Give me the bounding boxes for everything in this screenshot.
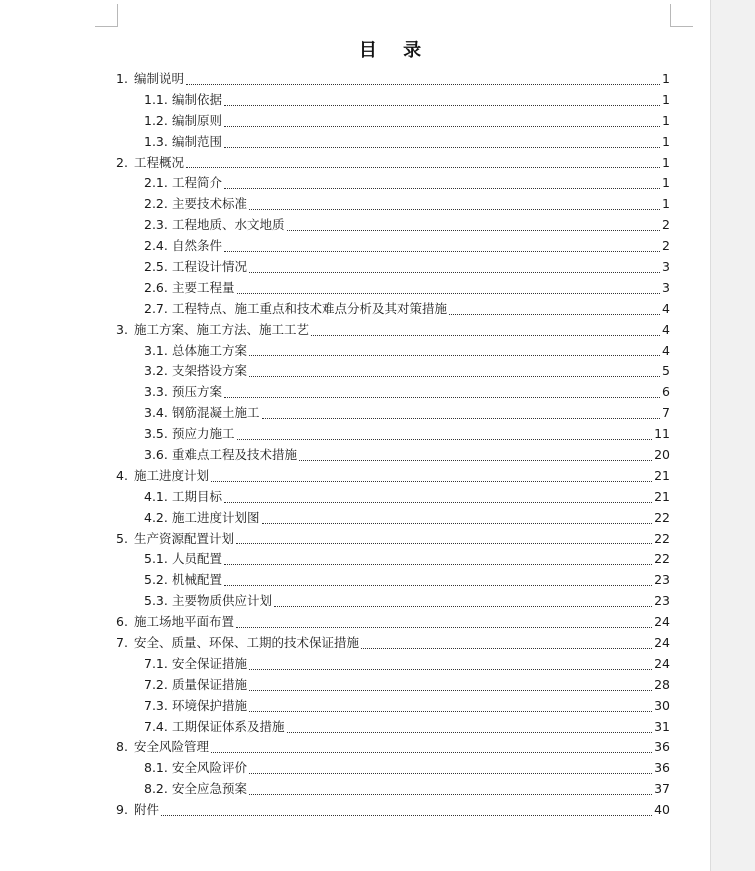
toc-entry-number: 3.2.: [144, 363, 168, 379]
toc-entry-subsection[interactable]: [116, 278, 670, 299]
toc-entry-page: 11: [654, 426, 670, 442]
toc-entry-number: 1.3.: [144, 133, 168, 149]
toc-entry-subsection[interactable]: [116, 487, 670, 508]
table-of-contents: [116, 69, 670, 821]
toc-dot-leader: [249, 271, 660, 273]
toc-dot-leader: [249, 689, 652, 691]
toc-entry-page: 1: [662, 112, 670, 128]
toc-entry-title: 编制依据: [172, 91, 223, 107]
toc-entry-subsection[interactable]: [116, 215, 670, 236]
toc-entry-title: 主要工程量: [172, 279, 235, 295]
toc-entry-page: 1: [662, 196, 670, 212]
toc-dot-leader: [311, 334, 660, 336]
toc-entry-number: 5.3.: [144, 593, 168, 609]
toc-entry-number: 2.1.: [144, 175, 168, 191]
toc-entry-section[interactable]: [116, 633, 670, 654]
toc-entry-page: 4: [662, 300, 670, 316]
toc-entry-subsection[interactable]: [116, 779, 670, 800]
toc-entry-number: 1.1.: [144, 91, 168, 107]
toc-entry-title: 工程特点、施工重点和技术难点分析及其对策措施: [172, 300, 448, 316]
toc-entry-number: 4.: [116, 467, 128, 483]
toc-dot-leader: [274, 605, 652, 607]
toc-entry-number: 3.5.: [144, 426, 168, 442]
toc-dot-leader: [224, 146, 660, 148]
toc-entry-page: 24: [654, 655, 670, 671]
toc-entry-page: 21: [654, 488, 670, 504]
toc-entry-subsection[interactable]: [116, 403, 670, 424]
toc-entry-page: 36: [654, 760, 670, 776]
toc-entry-number: 3.6.: [144, 447, 168, 463]
toc-entry-number: 5.: [116, 530, 128, 546]
toc-entry-title: 主要物质供应计划: [172, 593, 273, 609]
toc-entry-page: 1: [662, 133, 670, 149]
toc-entry-number: 7.: [116, 635, 128, 651]
toc-entry-section[interactable]: [116, 69, 670, 90]
toc-entry-page: 1: [662, 70, 670, 86]
toc-entry-title: 工程简介: [172, 175, 223, 191]
toc-entry-page: 1: [662, 175, 670, 191]
toc-dot-leader: [224, 125, 660, 127]
toc-entry-title: 安全保证措施: [172, 655, 248, 671]
toc-entry-page: 40: [654, 802, 670, 818]
toc-dot-leader: [287, 229, 660, 231]
toc-entry-subsection[interactable]: [116, 382, 670, 403]
toc-dot-leader: [211, 480, 652, 482]
toc-entry-subsection[interactable]: [116, 549, 670, 570]
toc-entry-page: 31: [654, 718, 670, 734]
toc-entry-title: 环境保护措施: [172, 697, 248, 713]
toc-entry-subsection[interactable]: [116, 654, 670, 675]
toc-entry-number: 2.3.: [144, 217, 168, 233]
toc-entry-section[interactable]: [116, 466, 670, 487]
toc-dot-leader: [236, 626, 652, 628]
toc-entry-subsection[interactable]: [116, 445, 670, 466]
toc-dot-leader: [237, 438, 653, 440]
toc-entry-title: 工程设计情况: [172, 259, 248, 274]
toc-entry-number: 8.: [116, 739, 128, 755]
toc-entry-page: 23: [654, 593, 670, 609]
toc-entry-title: 安全风险管理: [134, 739, 210, 755]
toc-dot-leader: [224, 187, 660, 189]
toc-entry-number: 2.4.: [144, 238, 168, 254]
toc-entry-subsection[interactable]: [116, 361, 670, 382]
toc-entry-page: 7: [662, 405, 670, 421]
toc-entry-title: 施工进度计划: [134, 467, 210, 483]
toc-entry-subsection[interactable]: [116, 132, 670, 153]
toc-entry-title: 安全应急预案: [172, 781, 248, 797]
toc-entry-subsection[interactable]: [116, 696, 670, 717]
toc-entry-number: 8.2.: [144, 781, 168, 797]
toc-entry-number: 2.2.: [144, 196, 168, 212]
toc-dot-leader: [224, 396, 660, 398]
toc-entry-subsection[interactable]: [116, 111, 670, 132]
toc-dot-leader: [224, 501, 652, 503]
toc-entry-subsection[interactable]: [116, 194, 670, 215]
toc-entry-title: 施工场地平面布置: [134, 614, 235, 630]
toc-entry-page: 23: [654, 572, 670, 588]
toc-entry-title: 支架搭设方案: [172, 363, 248, 379]
toc-dot-leader: [449, 313, 660, 315]
toc-entry-page: 24: [654, 635, 670, 651]
toc-entry-title: 工程概况: [134, 154, 185, 170]
toc-entry-title: 质量保证措施: [172, 676, 248, 692]
toc-entry-title: 预应力施工: [172, 426, 235, 442]
margin-corner-top-right: [670, 4, 693, 27]
toc-dot-leader: [249, 793, 652, 795]
toc-entry-page: 22: [654, 551, 670, 567]
toc-dot-leader: [237, 292, 660, 294]
toc-entry-number: 5.1.: [144, 551, 168, 567]
toc-dot-leader: [262, 522, 653, 524]
toc-entry-subsection[interactable]: [116, 758, 670, 779]
toc-dot-leader: [262, 417, 660, 419]
toc-entry-page: 1: [662, 154, 670, 170]
toc-entry-title: 自然条件: [172, 238, 223, 254]
toc-entry-page: 30: [654, 697, 670, 713]
toc-entry-page: 36: [654, 739, 670, 755]
toc-dot-leader: [224, 563, 652, 565]
toc-entry-subsection[interactable]: [116, 341, 670, 362]
toc-dot-leader: [249, 208, 660, 210]
toc-entry-number: 3.1.: [144, 342, 168, 358]
toc-entry-subsection[interactable]: [116, 257, 670, 278]
toc-entry-title: 预压方案: [172, 384, 223, 400]
toc-entry-subsection[interactable]: [116, 591, 670, 612]
toc-entry-page: 21: [654, 467, 670, 483]
toc-entry-page: 3: [662, 259, 670, 274]
toc-dot-leader: [249, 375, 660, 377]
toc-entry-title: 生产资源配置计划: [134, 530, 235, 546]
toc-entry-title: 编制说明: [134, 70, 185, 86]
toc-entry-number: 2.7.: [144, 300, 168, 316]
toc-entry-section[interactable]: [116, 153, 670, 174]
toc-entry-subsection[interactable]: [116, 508, 670, 529]
toc-entry-title: 总体施工方案: [172, 342, 248, 358]
toc-entry-number: 2.6.: [144, 279, 168, 295]
toc-entry-subsection[interactable]: [116, 90, 670, 111]
toc-entry-page: 28: [654, 676, 670, 692]
toc-entry-number: 2.5.: [144, 259, 168, 274]
toc-entry-title: 工程地质、水文地质: [172, 217, 285, 233]
toc-entry-title: 主要技术标准: [172, 196, 248, 212]
toc-entry-subsection[interactable]: [116, 675, 670, 696]
toc-entry-subsection[interactable]: [116, 236, 670, 257]
toc-entry-number: 3.3.: [144, 384, 168, 400]
toc-entry-section[interactable]: [116, 800, 670, 821]
toc-entry-title: 附件: [134, 802, 160, 818]
toc-entry-number: 9.: [116, 802, 128, 818]
toc-entry-page: 3: [662, 279, 670, 295]
toc-entry-subsection[interactable]: [116, 717, 670, 738]
toc-entry-title: 施工方案、施工方法、施工工艺: [134, 321, 310, 337]
toc-dot-leader: [224, 250, 660, 252]
toc-entry-title: 重难点工程及技术措施: [172, 447, 298, 463]
window-gutter: [710, 0, 755, 871]
toc-entry-page: 24: [654, 614, 670, 630]
toc-title: 目 录: [358, 40, 432, 61]
toc-entry-number: 5.2.: [144, 572, 168, 588]
toc-entry-subsection[interactable]: [116, 424, 670, 445]
toc-entry-page: 37: [654, 781, 670, 797]
toc-entry-section[interactable]: [116, 529, 670, 550]
toc-entry-section[interactable]: [116, 612, 670, 633]
toc-dot-leader: [287, 731, 653, 733]
toc-dot-leader: [186, 83, 660, 85]
toc-entry-page: 5: [662, 363, 670, 379]
toc-entry-number: 7.3.: [144, 697, 168, 713]
toc-entry-page: 4: [662, 321, 670, 337]
toc-entry-page: 2: [662, 238, 670, 254]
toc-entry-number: 1.2.: [144, 112, 168, 128]
toc-entry-number: 7.1.: [144, 655, 168, 671]
toc-entry-title: 工期目标: [172, 488, 223, 504]
toc-entry-subsection[interactable]: [116, 570, 670, 591]
toc-entry-section[interactable]: [116, 738, 670, 759]
toc-dot-leader: [224, 584, 652, 586]
toc-dot-leader: [224, 104, 660, 106]
toc-entry-section[interactable]: [116, 320, 670, 341]
toc-dot-leader: [249, 668, 652, 670]
toc-entry-number: 2.: [116, 154, 128, 170]
toc-entry-number: 1.: [116, 70, 128, 86]
toc-dot-leader: [249, 772, 652, 774]
toc-dot-leader: [361, 647, 652, 649]
toc-entry-page: 6: [662, 384, 670, 400]
toc-entry-number: 4.2.: [144, 509, 168, 525]
toc-entry-number: 8.1.: [144, 760, 168, 776]
toc-dot-leader: [236, 542, 652, 544]
toc-entry-page: 20: [654, 447, 670, 463]
toc-entry-number: 3.: [116, 321, 128, 337]
toc-entry-number: 3.4.: [144, 405, 168, 421]
toc-dot-leader: [186, 166, 660, 168]
toc-entry-page: 2: [662, 217, 670, 233]
toc-entry-page: 22: [654, 530, 670, 546]
toc-entry-number: 6.: [116, 614, 128, 630]
margin-corner-top-left: [95, 4, 118, 27]
toc-entry-title: 钢筋混凝土施工: [172, 405, 260, 421]
toc-entry-title: 安全、质量、环保、工期的技术保证措施: [134, 635, 360, 651]
toc-dot-leader: [249, 710, 652, 712]
toc-dot-leader: [299, 459, 652, 461]
toc-entry-number: 7.4.: [144, 718, 168, 734]
toc-entry-title: 施工进度计划图: [172, 509, 260, 525]
toc-entry-page: 4: [662, 342, 670, 358]
toc-entry-title: 安全风险评价: [172, 760, 248, 776]
toc-entry-subsection[interactable]: [116, 173, 670, 194]
toc-dot-leader: [249, 354, 660, 356]
toc-entry-title: 编制原则: [172, 112, 223, 128]
toc-entry-page: 22: [654, 509, 670, 525]
toc-entry-number: 4.1.: [144, 488, 168, 504]
toc-dot-leader: [161, 814, 652, 816]
toc-entry-page: 1: [662, 91, 670, 107]
toc-entry-title: 机械配置: [172, 572, 223, 588]
toc-entry-title: 人员配置: [172, 551, 223, 567]
toc-entry-subsection[interactable]: [116, 299, 670, 320]
toc-entry-title: 工期保证体系及措施: [172, 718, 285, 734]
toc-dot-leader: [211, 751, 652, 753]
toc-entry-title: 编制范围: [172, 133, 223, 149]
toc-entry-number: 7.2.: [144, 676, 168, 692]
